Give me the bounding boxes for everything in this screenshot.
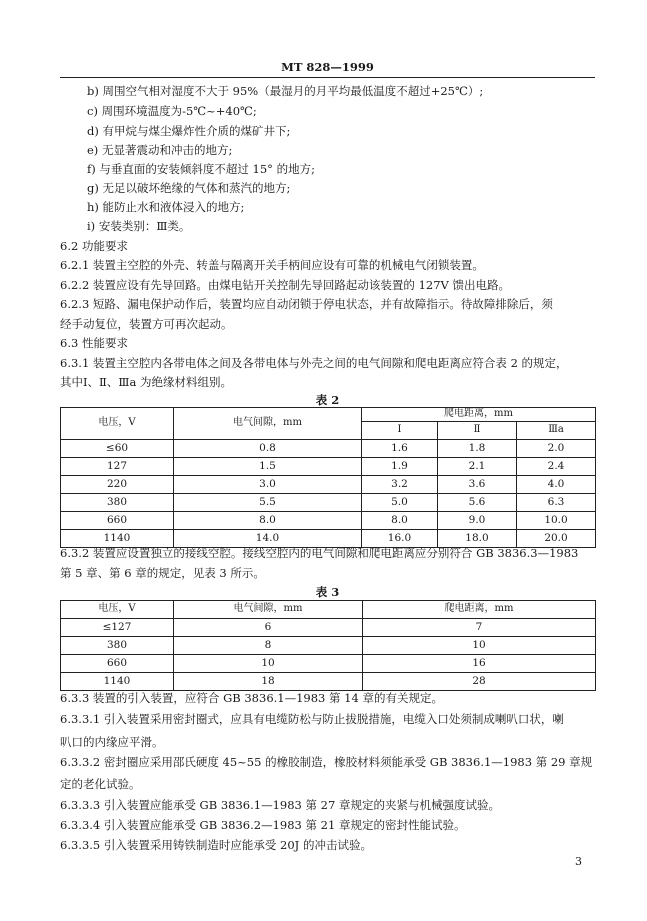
page-header: MT 828—1999 <box>281 60 374 74</box>
table-cell: 14.0 <box>174 530 362 548</box>
table-cell: 6.3 <box>517 494 596 512</box>
clause-6-3-3-2-cont: 定的老化试验。 <box>60 777 141 791</box>
table-cell: 10 <box>174 655 363 673</box>
table-cell: 18 <box>174 673 363 691</box>
table-cell: 660 <box>61 655 174 673</box>
table-cell: 660 <box>61 512 174 530</box>
table-cell: 380 <box>61 494 174 512</box>
table-row <box>61 458 596 476</box>
table-row <box>61 637 596 655</box>
table-cell: ≤127 <box>61 619 174 637</box>
header-clearance: 电气间隙，mm <box>174 408 362 440</box>
table-cell: 1.6 <box>362 440 438 458</box>
table-cell: ≤60 <box>61 440 174 458</box>
clause-6-3-2-cont: 第 5 章、第 6 章的规定，见表 3 所示。 <box>60 566 265 580</box>
clause-6-3-3-1-cont: 叭口的内缘应平滑。 <box>60 735 164 749</box>
table-cell: 8.0 <box>174 512 362 530</box>
table-row <box>61 530 596 548</box>
table-row <box>61 440 596 458</box>
header-group-iiia: Ⅲa <box>517 422 596 440</box>
clause-6-2-1: 6.2.1 装置主空腔的外壳、转盖与隔离开关手柄间应设有可靠的机械电气闭锁装置。 <box>60 258 484 272</box>
list-item: f) 与垂直面的安装倾斜度不超过 15° 的地方; <box>87 162 315 176</box>
table-cell: 0.8 <box>174 440 362 458</box>
list-item: h) 能防止水和液体浸入的地方; <box>87 200 245 214</box>
header-group-i: Ⅰ <box>362 422 438 440</box>
list-item: g) 无足以破坏绝缘的气体和蒸汽的地方; <box>87 181 291 195</box>
clause-6-3-3-4: 6.3.3.4 引入装置应能承受 GB 3836.2—1983 第 21 章规定的密封性能试验。 <box>60 818 466 832</box>
table-cell: 5.6 <box>438 494 517 512</box>
table-3 <box>60 600 596 691</box>
table-cell: 220 <box>61 476 174 494</box>
table-cell: 6 <box>174 619 363 637</box>
table-cell: 1.5 <box>174 458 362 476</box>
clause-6-2-3-cont: 经手动复位，装置方可再次起动。 <box>60 317 233 331</box>
list-item: e) 无显著震动和冲击的地方; <box>87 143 233 157</box>
clause-6-3-2: 6.3.2 装置应设置独立的接线空腔。接线空腔内的电气间隙和爬电距离应分别符合 GB 3836.3—1983 <box>60 546 579 560</box>
table-cell: 1140 <box>61 530 174 548</box>
header-rule <box>60 77 595 78</box>
table-cell: 5.5 <box>174 494 362 512</box>
header-creepage: 爬电距离，mm <box>363 601 596 619</box>
clause-6-3-3-2: 6.3.3.2 密封圈应采用邵氏硬度 45~55 的橡胶制造，橡胶材料须能承受 GB 3836.1—1983 第 29 章规 <box>60 755 593 769</box>
table-cell: 18.0 <box>438 530 517 548</box>
page-number: 3 <box>575 855 582 868</box>
list-item: d) 有甲烷与煤尘爆炸性介质的煤矿井下; <box>87 124 291 138</box>
table-row <box>61 619 596 637</box>
table-cell: 2.1 <box>438 458 517 476</box>
clause-6-3-1-cont: 其中Ⅰ、Ⅱ、Ⅲa 为绝缘材料组别。 <box>60 375 232 389</box>
table-cell: 7 <box>363 619 596 637</box>
table-cell: 16 <box>363 655 596 673</box>
table-cell: 10 <box>363 637 596 655</box>
clause-6-3-1: 6.3.1 装置主空腔内各带电体之间及各带电体与外壳之间的电气间隙和爬电距离应符合表 2 的规定， <box>60 356 568 370</box>
header-voltage: 电压，V <box>61 601 174 619</box>
table-cell: 3.0 <box>174 476 362 494</box>
table-cell: 20.0 <box>517 530 596 548</box>
table-cell: 3.2 <box>362 476 438 494</box>
table-row <box>61 673 596 691</box>
table-row <box>61 512 596 530</box>
header-creepage: 爬电距离，mm <box>362 408 596 422</box>
table-cell: 380 <box>61 637 174 655</box>
table-cell: 1.8 <box>438 440 517 458</box>
clause-6-3-3: 6.3.3 装置的引入装置，应符合 GB 3836.1—1983 第 14 章的有关规定。 <box>60 691 443 705</box>
table-cell: 1140 <box>61 673 174 691</box>
header-voltage: 电压，V <box>61 408 174 440</box>
list-item: i) 安装类别：Ⅲ类。 <box>87 219 191 233</box>
table-cell: 9.0 <box>438 512 517 530</box>
clause-6-3-3-5: 6.3.3.5 引入装置采用铸铁制造时应能承受 20J 的冲击试验。 <box>60 838 372 852</box>
list-item: b) 周围空气相对湿度不大于 95%（最湿月的月平均最低温度不超过+25℃）; <box>87 84 484 98</box>
table-cell: 16.0 <box>362 530 438 548</box>
table-3-caption: 表 3 <box>315 585 340 599</box>
table-2 <box>60 407 596 548</box>
table-row <box>61 476 596 494</box>
header-clearance: 电气间隙，mm <box>174 601 363 619</box>
clause-6-2-3: 6.2.3 短路、漏电保护动作后，装置均应自动闭锁于停电状态，并有故障指示。待故障排除后，须 <box>60 297 553 311</box>
clause-6-3-3-1: 6.3.3.1 引入装置采用密封圈式，应具有电缆防松与防止拔脱措施，电缆入口处须制成喇叭口状，喇 <box>60 712 564 726</box>
table-cell: 1.9 <box>362 458 438 476</box>
list-item: c) 周围环境温度为-5℃~+40℃; <box>87 104 257 118</box>
table-row <box>61 494 596 512</box>
table-cell: 8.0 <box>362 512 438 530</box>
clause-6-2-2: 6.2.2 装置应设有先导回路。由煤电钻开关控制先导回路起动该装置的 127V 馈出电路。 <box>60 278 510 292</box>
table-cell: 3.6 <box>438 476 517 494</box>
table-row <box>61 655 596 673</box>
table-cell: 10.0 <box>517 512 596 530</box>
table-cell: 28 <box>363 673 596 691</box>
header-group-ii: Ⅱ <box>438 422 517 440</box>
table-cell: 2.0 <box>517 440 596 458</box>
clause-6-3-3-3: 6.3.3.3 引入装置应能承受 GB 3836.1—1983 第 27 章规定的夹紧与机械强度试验。 <box>60 798 500 812</box>
table-cell: 127 <box>61 458 174 476</box>
table-cell: 4.0 <box>517 476 596 494</box>
section-heading-6-3: 6.3 性能要求 <box>60 336 128 350</box>
table-cell: 2.4 <box>517 458 596 476</box>
table-2-caption: 表 2 <box>315 393 340 407</box>
section-heading-6-2: 6.2 功能要求 <box>60 239 128 253</box>
table-cell: 5.0 <box>362 494 438 512</box>
table-cell: 8 <box>174 637 363 655</box>
